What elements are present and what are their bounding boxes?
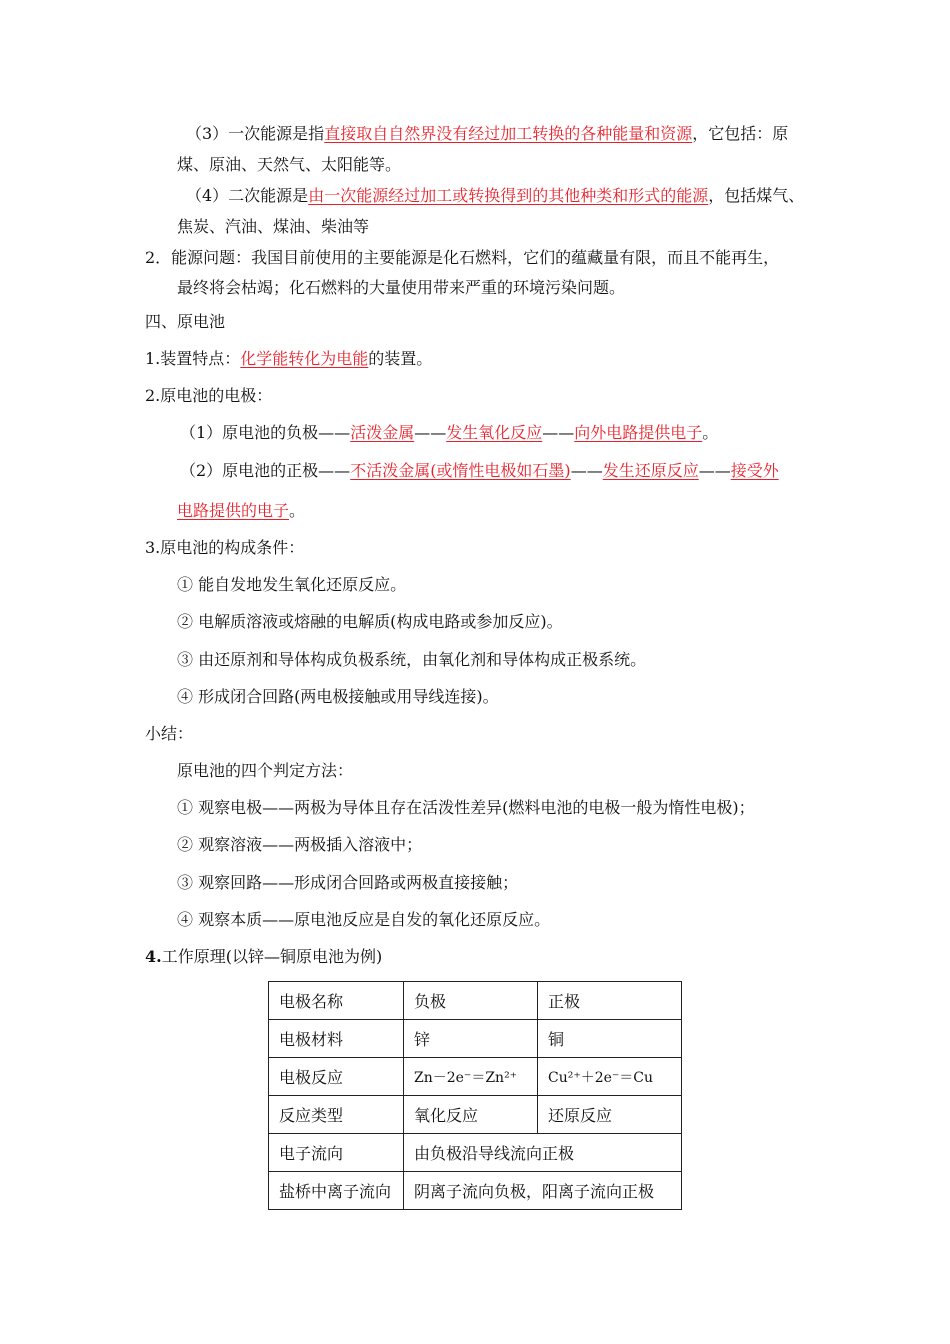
energy-item-3: （3）一次能源是指直接取自自然界没有经过加工转换的各种能量和资源，它包括：原 xyxy=(186,124,789,143)
principle-title: 4.工作原理(以锌—铜原电池为例) xyxy=(145,947,383,966)
table-cell: 电极材料 xyxy=(269,1020,404,1058)
energy-problem: 2．能源问题：我国目前使用的主要能源是化石燃料，它们的蕴藏量有限，而且不能再生， xyxy=(145,248,780,267)
table-cell: 盐桥中离子流向 xyxy=(269,1172,404,1210)
condition-item: ① 能自发地发生氧化还原反应。 xyxy=(177,575,407,594)
positive-reaction: 发生还原反应 xyxy=(602,461,699,480)
table-row xyxy=(269,1020,682,1058)
conditions-title: 3.原电池的构成条件： xyxy=(145,538,305,557)
table-cell: 反应类型 xyxy=(269,1096,404,1134)
negative-material: 活泼金属 xyxy=(350,423,415,442)
table-row xyxy=(269,1096,682,1134)
table-row xyxy=(269,982,682,1020)
device-feature-highlight: 化学能转化为电能 xyxy=(240,349,369,368)
section-title: 四、原电池 xyxy=(145,312,226,331)
table-cell: 还原反应 xyxy=(538,1096,682,1134)
table-row xyxy=(269,1058,682,1096)
table-cell: 阴离子流向负极，阳离子流向正极 xyxy=(404,1172,682,1210)
table-cell: 锌 xyxy=(404,1020,538,1058)
secondary-energy-definition: 由一次能源经过加工或转换得到的其他种类和形式的能源 xyxy=(308,186,709,205)
condition-item: ② 电解质溶液或熔融的电解质(构成电路或参加反应)。 xyxy=(177,612,563,631)
positive-electron-b: 电路提供的电子 xyxy=(177,501,290,520)
negative-reaction: 发生氧化反应 xyxy=(446,423,543,442)
summary-subtitle: 原电池的四个判定方法： xyxy=(177,761,354,780)
positive-material: 不活泼金属(或惰性电极如石墨) xyxy=(350,461,571,480)
table-cell: Zn－2e⁻＝Zn²⁺ xyxy=(404,1058,538,1096)
energy-problem-cont: 最终将会枯竭；化石燃料的大量使用带来严重的环境污染问题。 xyxy=(177,278,626,297)
table-cell: 电极名称 xyxy=(269,982,404,1020)
summary-item: ② 观察溶液——两极插入溶液中； xyxy=(177,835,423,854)
table-row xyxy=(269,1134,682,1172)
summary-item: ③ 观察回路——形成闭合回路或两极直接接触； xyxy=(177,873,519,892)
zinc-copper-cell-table xyxy=(268,981,682,1210)
table-cell: 氧化反应 xyxy=(404,1096,538,1134)
table-cell: 电子流向 xyxy=(269,1134,404,1172)
electrodes-title: 2.原电池的电极： xyxy=(145,386,273,405)
table-cell: 正极 xyxy=(538,982,682,1020)
summary-item: ④ 观察本质——原电池反应是自发的氧化还原反应。 xyxy=(177,910,551,929)
positive-electrode-cont: 电路提供的电子。 xyxy=(177,501,306,520)
table-cell: 由负极沿导线流向正极 xyxy=(404,1134,682,1172)
condition-item: ③ 由还原剂和导体构成负极系统，由氧化剂和导体构成正极系统。 xyxy=(177,650,647,669)
positive-electron-a: 接受外 xyxy=(730,461,779,480)
table-row xyxy=(269,1172,682,1210)
table-cell: Cu²⁺＋2e⁻＝Cu xyxy=(538,1058,682,1096)
primary-energy-definition: 直接取自自然界没有经过加工转换的各种能量和资源 xyxy=(324,124,693,143)
positive-electrode: （2）原电池的正极——不活泼金属(或惰性电极如石墨)——发生还原反应——接受外 xyxy=(180,461,779,480)
negative-electrode: （1）原电池的负极——活泼金属——发生氧化反应——向外电路提供电子。 xyxy=(180,423,719,442)
device-feature: 1.装置特点：化学能转化为电能的装置。 xyxy=(145,349,433,368)
summary-item: ① 观察电极——两极为导体且存在活泼性差异(燃料电池的电极一般为惰性电极)； xyxy=(177,798,755,817)
summary-title: 小结： xyxy=(145,724,194,743)
table-cell: 负极 xyxy=(404,982,538,1020)
energy-item-4-cont: 焦炭、汽油、煤油、柴油等 xyxy=(177,217,370,236)
table-cell: 电极反应 xyxy=(269,1058,404,1096)
condition-item: ④ 形成闭合回路(两电极接触或用导线连接)。 xyxy=(177,687,499,706)
energy-item-3-cont: 煤、原油、天然气、太阳能等。 xyxy=(177,155,402,174)
table-cell: 铜 xyxy=(538,1020,682,1058)
negative-electron: 向外电路提供电子 xyxy=(574,423,703,442)
energy-item-4: （4）二次能源是由一次能源经过加工或转换得到的其他种类和形式的能源，包括煤气、 xyxy=(186,186,805,205)
